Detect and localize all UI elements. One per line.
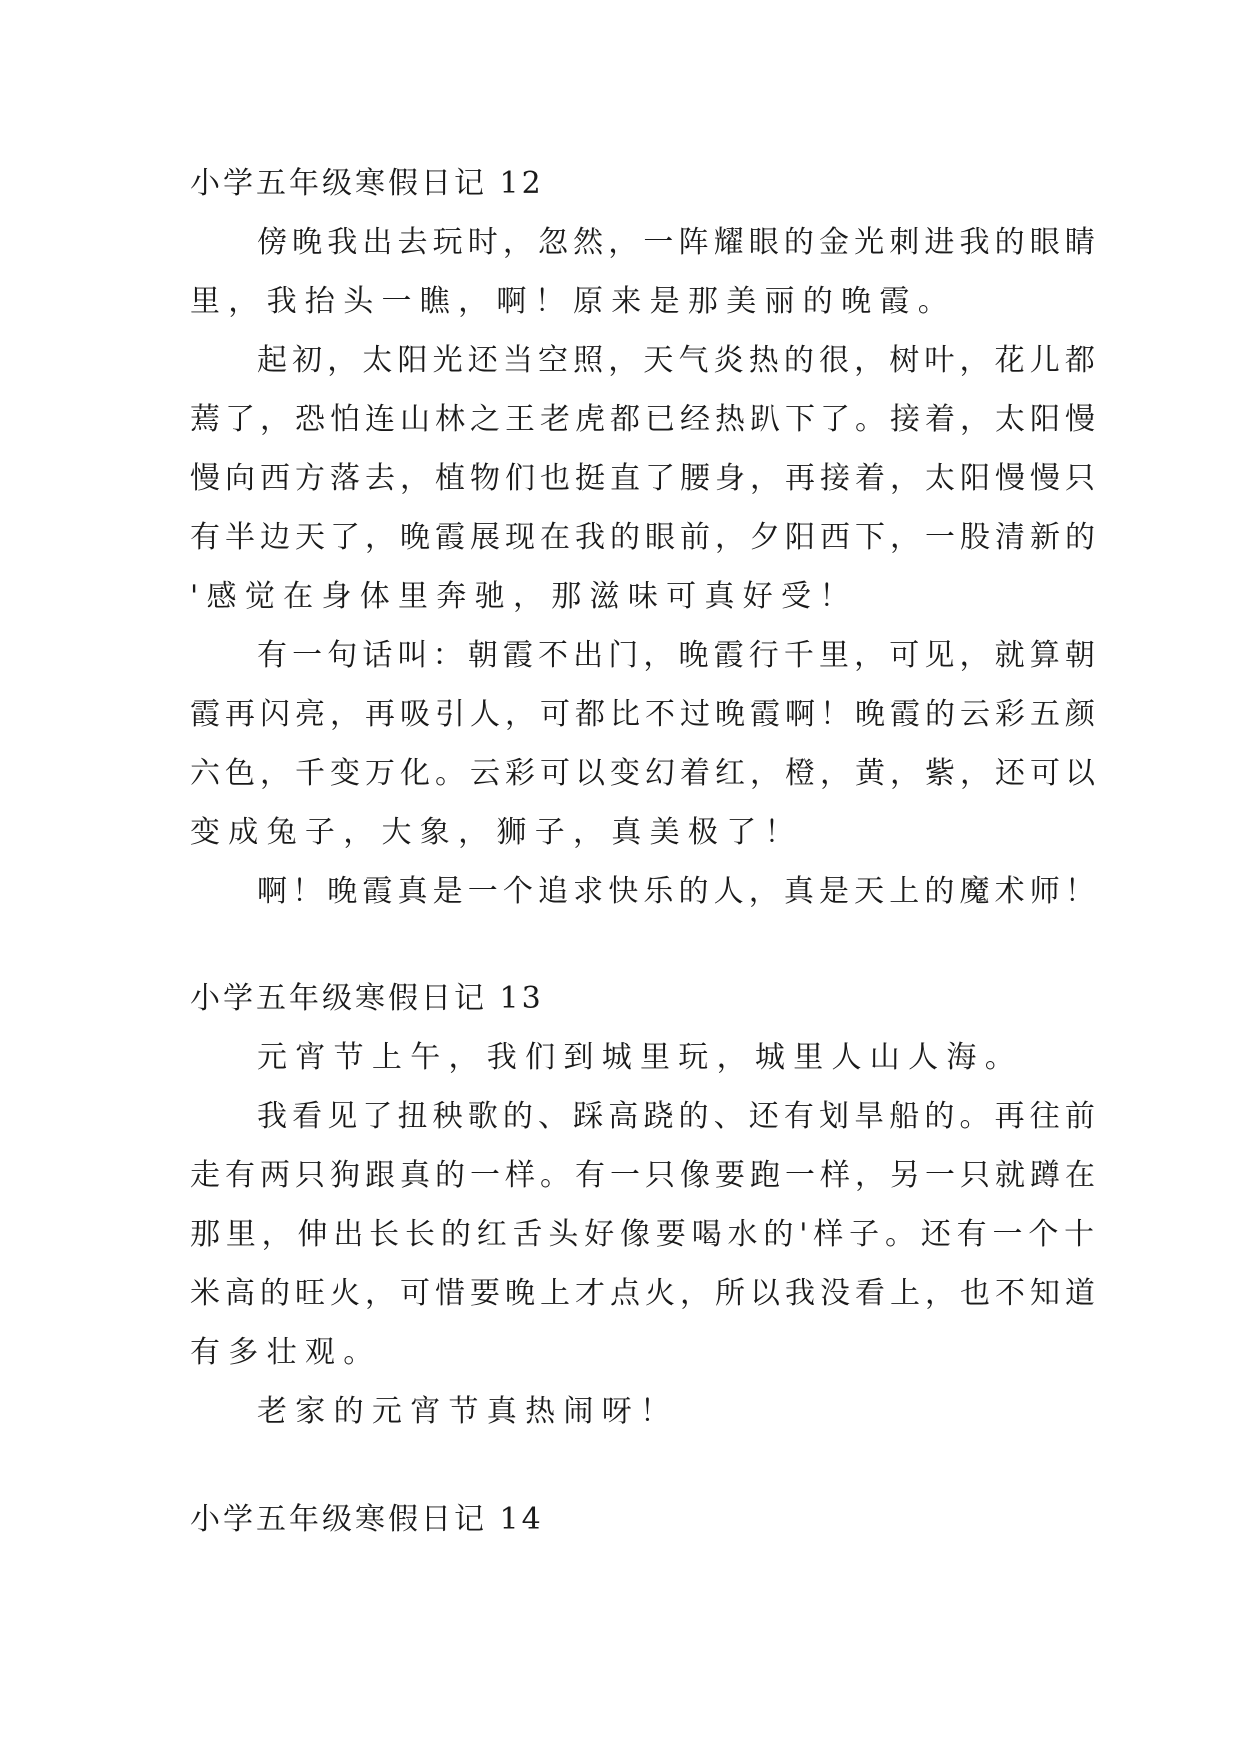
paragraph-line: 那里，伸出长长的红舌头好像要喝水的'样子。还有一个十 (190, 1217, 1100, 1252)
paragraph-line: 元宵节上午，我们到城里玩，城里人山人海。 (257, 1040, 1023, 1075)
paragraph-line: '感觉在身体里奔驰，那滋味可真好受！ (190, 579, 858, 614)
paragraph-line: 老家的元宵节真热闹呀！ (257, 1394, 679, 1429)
paragraph-line: 我看见了扭秧歌的、踩高跷的、还有划旱船的。再往前 (257, 1099, 1100, 1134)
paragraph-line: 傍晚我出去玩时，忽然，一阵耀眼的金光刺进我的眼睛 (257, 225, 1100, 260)
paragraph-line: 有半边天了，晚霞展现在我的眼前，夕阳西下，一股清新的 (190, 520, 1100, 555)
paragraph-line: 霞再闪亮，再吸引人，可都比不过晚霞啊！晚霞的云彩五颜 (190, 697, 1100, 732)
paragraph-line: 米高的旺火，可惜要晚上才点火，所以我没看上，也不知道 (190, 1276, 1100, 1311)
entry-title: 小学五年级寒假日记 13 (190, 981, 544, 1016)
paragraph-line: 起初，太阳光还当空照，天气炎热的很，树叶，花儿都 (257, 343, 1100, 378)
paragraph-line: 慢向西方落去，植物们也挺直了腰身，再接着，太阳慢慢只 (190, 461, 1100, 496)
paragraph-line: 蔫了，恐怕连山林之王老虎都已经热趴下了。接着，太阳慢 (190, 402, 1100, 437)
entry-title: 小学五年级寒假日记 14 (190, 1502, 544, 1537)
paragraph-line: 啊！晚霞真是一个追求快乐的人，真是天上的魔术师！ (257, 874, 1100, 909)
paragraph-line: 走有两只狗跟真的一样。有一只像要跑一样，另一只就蹲在 (190, 1158, 1100, 1193)
paragraph-line: 变成兔子，大象，狮子，真美极了！ (190, 815, 803, 850)
paragraph-line: 六色，千变万化。云彩可以变幻着红，橙，黄，紫，还可以 (190, 756, 1100, 791)
paragraph-line: 有多壮观。 (190, 1335, 382, 1370)
entry-title: 小学五年级寒假日记 12 (190, 166, 544, 201)
paragraph-line: 有一句话叫：朝霞不出门，晚霞行千里，可见，就算朝 (257, 638, 1100, 673)
paragraph-line: 里，我抬头一瞧，啊！原来是那美丽的晚霞。 (190, 284, 956, 319)
